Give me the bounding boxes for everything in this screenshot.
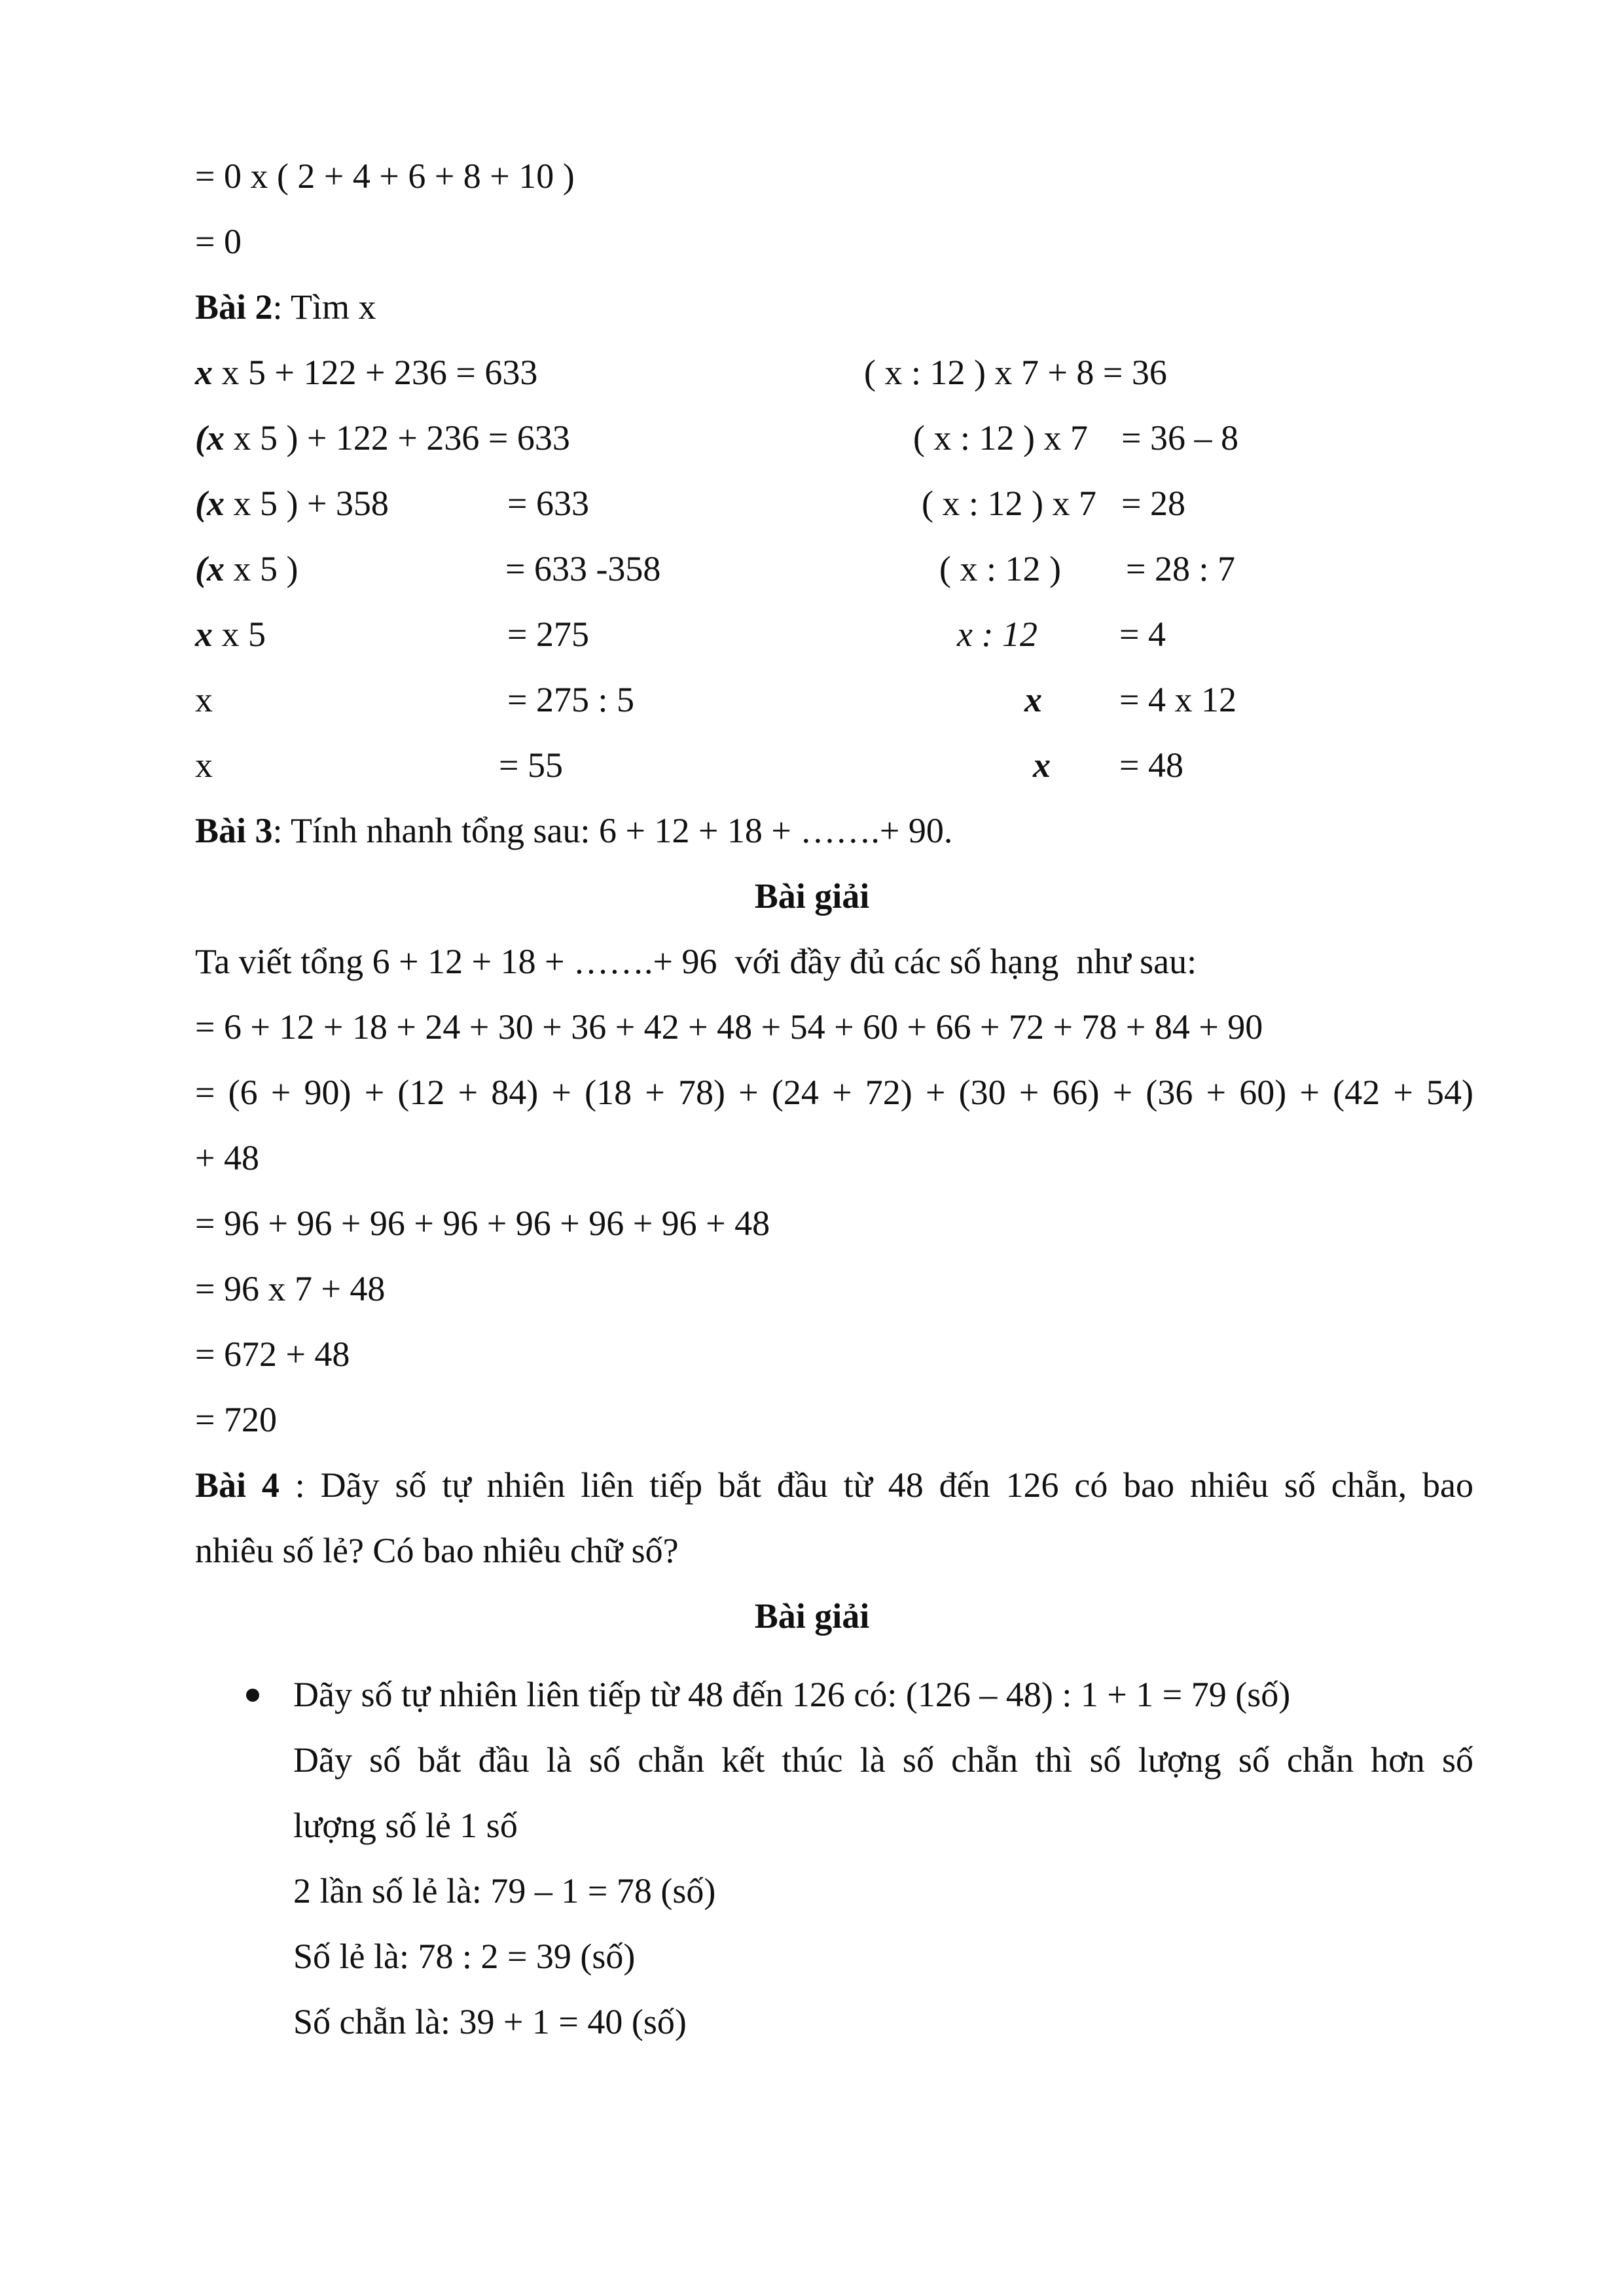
eq-left-row-3-result: = 633: [507, 484, 589, 523]
bullet-icon: [246, 1689, 259, 1702]
solution-heading-1: Bài giải: [754, 876, 870, 916]
exercise-4-heading: [195, 1463, 1473, 1507]
exercise-2-heading: [195, 285, 376, 329]
eq-right-row-5-result: = 4: [1119, 615, 1166, 654]
eq-right-row-5: x : 12: [957, 615, 1038, 654]
eq-left-row-1-text: x 5 + 122 + 236 = 633: [221, 353, 538, 392]
exercise-3-label: Bài 3: [195, 811, 273, 850]
eq-right-row-4: ( x : 12 ): [939, 549, 1061, 588]
exercise-2-label: Bài 2: [195, 287, 273, 327]
solution-line-4: + 48: [195, 1138, 259, 1177]
eq-left-row-1: x x 5 + 122 + 236 = 633: [195, 353, 538, 392]
eq-left-row-4-result: = 633 -358: [505, 549, 661, 588]
exercise-4-label: Bài 4: [195, 1465, 280, 1505]
eq-right-row-2-result: = 36 – 8: [1121, 418, 1238, 457]
eq-left-row-3-text: 5 ) + 358: [251, 484, 389, 523]
eq-left-row-2-text: 5 ) + 122 + 236 = 633: [251, 418, 570, 457]
solution-heading-2: Bài giải: [754, 1596, 870, 1636]
exercise-3-heading: [195, 809, 952, 852]
eq-right-row-6: x: [1024, 680, 1042, 719]
solution-line-1: Ta viết tổng 6 + 12 + 18 + …….+ 96 với đầy đủ các số hạng như sau:: [195, 942, 1197, 981]
eq-left-row-6: x: [195, 680, 213, 719]
solution-line-2: = 6 + 12 + 18 + 24 + 30 + 36 + 42 + 48 + 54 + 60 + 66 + 72 + 78 + 84 + 90: [195, 1007, 1263, 1047]
eq-left-row-7-result: = 55: [499, 745, 563, 785]
eq-left-row-4: (x x 5 ): [195, 549, 298, 588]
eq-right-row-2: ( x : 12 ) x 7: [913, 418, 1088, 457]
exercise-2-text: : Tìm x: [272, 287, 376, 327]
solution-line-8: = 720: [195, 1400, 277, 1439]
eq-left-row-7: x: [195, 745, 213, 785]
bullet-line-2: Dãy số bắt đầu là số chẵn kết thúc là số chẵn thì số lượng số chẵn hơn số: [293, 1740, 1473, 1780]
line-calc-2: = 0: [195, 222, 242, 261]
bullet-line-4: 2 lần số lẻ là: 79 – 1 = 78 (số): [293, 1871, 716, 1910]
eq-right-row-3: ( x : 12 ) x 7: [922, 484, 1096, 523]
eq-right-row-1: ( x : 12 ) x 7 + 8 = 36: [864, 353, 1167, 392]
eq-left-row-4-text: 5 ): [251, 549, 298, 588]
eq-left-row-5-text: x 5: [213, 615, 266, 654]
solution-line-3: = (6 + 90) + (12 + 84) + (18 + 78) + (24 + 72) + (30 + 66) + (36 + 60) + (42 + 54): [195, 1073, 1473, 1112]
eq-left-row-3: (x x 5 ) + 358: [195, 484, 389, 523]
eq-left-row-2: (x x 5 ) + 122 + 236 = 633: [195, 418, 570, 457]
bullet-line-3: lượng số lẻ 1 số: [293, 1806, 518, 1845]
bullet-line-6: Số chẵn là: 39 + 1 = 40 (số): [293, 2002, 687, 2041]
bullet-line-1: Dãy số tự nhiên liên tiếp từ 48 đến 126 có: (126 – 48) : 1 + 1 = 79 (số): [293, 1675, 1291, 1714]
eq-right-row-6-result: = 4 x 12: [1119, 680, 1236, 719]
exercise-3-text: : Tính nhanh tổng sau: 6 + 12 + 18 + …….+ 90.: [272, 811, 953, 850]
bullet-line-5: Số lẻ là: 78 : 2 = 39 (số): [293, 1937, 636, 1976]
solution-line-6: = 96 x 7 + 48: [195, 1269, 386, 1308]
eq-left-row-5: x x 5: [195, 615, 266, 654]
exercise-4-text: : Dãy số tự nhiên liên tiếp bắt đầu từ 48 đến 126 có bao nhiêu số chẵn, bao: [279, 1465, 1473, 1505]
solution-line-7: = 672 + 48: [195, 1335, 350, 1374]
eq-left-row-6-result: = 275 : 5: [507, 680, 634, 719]
solution-line-5: = 96 + 96 + 96 + 96 + 96 + 96 + 96 + 48: [195, 1204, 770, 1243]
eq-right-row-3-result: = 28: [1121, 484, 1185, 523]
eq-right-row-7: x: [1033, 745, 1051, 785]
eq-left-row-5-result: = 275: [507, 615, 589, 654]
eq-right-row-7-result: = 48: [1119, 745, 1183, 785]
eq-right-row-4-result: = 28 : 7: [1126, 549, 1235, 588]
exercise-4-text-2: nhiêu số lẻ? Có bao nhiêu chữ số?: [195, 1531, 679, 1570]
line-calc-1: = 0 x ( 2 + 4 + 6 + 8 + 10 ): [195, 156, 575, 196]
